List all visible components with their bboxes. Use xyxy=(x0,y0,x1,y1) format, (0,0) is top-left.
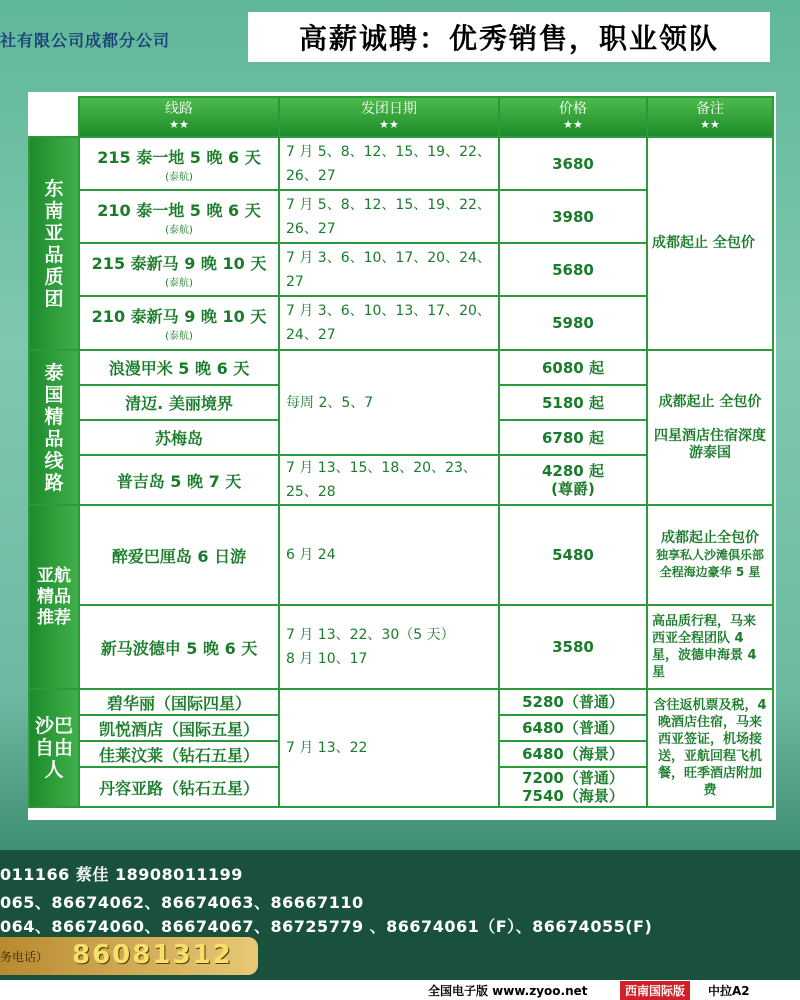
note-line: 四星酒店住宿深度游泰国 xyxy=(654,427,766,461)
note-line: 独享私人沙滩俱乐部 xyxy=(655,547,764,562)
note-cell xyxy=(647,350,773,505)
category-airasia xyxy=(29,505,79,689)
price-cell: 5980 xyxy=(499,296,647,350)
note-line: 成都起止全包价 xyxy=(661,529,759,546)
route-cell: 浪漫甲米 5 晚 6 天 xyxy=(79,350,279,385)
slogan-box xyxy=(248,12,770,62)
site-url: 全国电子版 www.zyoo.net xyxy=(428,984,588,998)
contact-line: 065、86674062、86674063、86667110 xyxy=(0,893,364,912)
date-cell: 每周 2、5、7 xyxy=(279,350,499,455)
price-cell: 5180 起 xyxy=(499,385,647,420)
category-sabah xyxy=(29,689,79,807)
header-date-label: 发团日期 xyxy=(361,101,417,117)
route-cell xyxy=(79,137,279,190)
route-cell: 新马波德申 5 晚 6 天 xyxy=(79,605,279,689)
header-date xyxy=(279,97,499,137)
table-header-row xyxy=(29,97,773,137)
hotline-badge xyxy=(0,937,258,975)
date-cell: 7 月 3、6、10、13、17、20、24、27 xyxy=(279,296,499,350)
hotline-label: 务电话） xyxy=(0,950,49,964)
star-rating-icon: ★★ xyxy=(700,118,720,131)
price-value: 7200（普通） xyxy=(522,769,624,787)
price-cell: 5480 xyxy=(499,505,647,605)
hotline-number: 86081312 xyxy=(72,940,233,970)
route-cell xyxy=(79,243,279,296)
note-cell: 含往返机票及税，4 晚酒店住宿，马来西亚签证，机场接送，亚航回程飞机餐，旺季酒店附加费 xyxy=(647,689,773,807)
contact-line: 064、86674060、86674067、86725779 、86674061（F）、86674055(F) xyxy=(0,917,653,936)
category-label: 东南亚品质团 xyxy=(44,177,64,310)
header-route xyxy=(79,97,279,137)
price-cell: 3680 xyxy=(499,137,647,190)
route-cell: 凯悦酒店（国际五星） xyxy=(79,715,279,741)
table-row xyxy=(29,605,773,689)
note-line: 成都起止 全包价 xyxy=(658,393,762,410)
note-cell: 成都起止 全包价 xyxy=(647,137,773,350)
price-cell: 6780 起 xyxy=(499,420,647,455)
price-cell: 3580 xyxy=(499,605,647,689)
date-cell: 7 月 13、15、18、20、23、25、28 xyxy=(279,455,499,505)
route-cell: 佳莱汶莱（钻石五星） xyxy=(79,741,279,767)
page-label: 中拉A2 xyxy=(708,984,750,998)
route-cell: 普吉岛 5 晚 7 天 xyxy=(79,455,279,505)
airline-note: (泰航) xyxy=(165,331,193,342)
route-name: 215 泰新马 9 晚 10 天 xyxy=(91,253,267,273)
header-route-label: 线路 xyxy=(165,101,193,117)
star-rating-icon: ★★ xyxy=(563,118,583,131)
route-cell: 丹容亚路（钻石五星） xyxy=(79,767,279,807)
route-name: 210 泰一地 5 晚 6 天 xyxy=(97,200,261,220)
star-rating-icon: ★★ xyxy=(379,118,399,131)
recruitment-slogan: 高薪诚聘：优秀销售，职业领队 xyxy=(298,22,719,55)
newspaper-footer xyxy=(0,980,800,1000)
contact-line: 011166 蔡佳 18908011199 xyxy=(0,865,243,884)
route-cell: 醉爱巴厘岛 6 日游 xyxy=(79,505,279,605)
header-note-label: 备注 xyxy=(696,101,724,117)
table-row xyxy=(29,689,773,715)
route-cell: 苏梅岛 xyxy=(79,420,279,455)
category-southeast-asia xyxy=(29,137,79,350)
table-row xyxy=(29,137,773,190)
route-name: 210 泰新马 9 晚 10 天 xyxy=(91,307,267,326)
airline-note: (泰航) xyxy=(165,277,193,289)
price-value: 4280 起 xyxy=(542,462,604,480)
category-label: 亚航精品推荐 xyxy=(37,565,71,628)
price-tier: (尊爵) xyxy=(551,480,595,498)
date-cell: 7 月 13、22 xyxy=(279,689,499,807)
category-label: 沙巴自由人 xyxy=(34,715,73,781)
header-spacer xyxy=(29,97,79,137)
price-cell: 6480（海景） xyxy=(499,741,647,767)
date-cell xyxy=(279,605,499,689)
category-thailand xyxy=(29,350,79,505)
company-name: 社有限公司成都分公司 xyxy=(0,31,171,50)
route-cell xyxy=(79,296,279,350)
header-price xyxy=(499,97,647,137)
date-cell: 7 月 3、6、10、17、20、24、27 xyxy=(279,243,499,296)
route-cell: 清迈. 美丽境界 xyxy=(79,385,279,420)
tour-price-table xyxy=(28,96,774,808)
price-cell xyxy=(499,767,647,807)
price-cell: 5280（普通） xyxy=(499,689,647,715)
edition-label: 西南国际版 xyxy=(620,981,690,1000)
airline-note: (泰航) xyxy=(165,224,193,236)
header-note xyxy=(647,97,773,137)
note-line: 全程海边豪华 5 星 xyxy=(659,564,761,579)
note-cell xyxy=(647,505,773,605)
route-cell xyxy=(79,190,279,243)
date-cell: 7 月 5、8、12、15、19、22、26、27 xyxy=(279,137,499,190)
price-cell: 3980 xyxy=(499,190,647,243)
price-cell: 5680 xyxy=(499,243,647,296)
header-price-label: 价格 xyxy=(559,101,587,117)
price-cell xyxy=(499,455,647,505)
note-cell: 高品质行程，马来西亚全程团队 4 星，波德申海景 4 星 xyxy=(647,605,773,689)
route-name: 215 泰一地 5 晚 6 天 xyxy=(97,147,261,167)
table-row xyxy=(29,505,773,605)
price-cell: 6080 起 xyxy=(499,350,647,385)
date-cell: 6 月 24 xyxy=(279,505,499,605)
table-row xyxy=(29,350,773,385)
airline-note: (泰航) xyxy=(165,171,193,183)
route-cell: 碧华丽（国际四星） xyxy=(79,689,279,715)
price-cell: 6480（普通） xyxy=(499,715,647,741)
star-rating-icon: ★★ xyxy=(169,118,189,131)
date-line: 8 月 10、17 xyxy=(286,651,368,667)
date-line: 7 月 13、22、30（5 天） xyxy=(286,627,455,643)
category-label: 泰国精品线路 xyxy=(44,361,64,494)
date-cell: 7 月 5、8、12、15、19、22、26、27 xyxy=(279,190,499,243)
price-value: 7540（海景） xyxy=(522,787,624,805)
